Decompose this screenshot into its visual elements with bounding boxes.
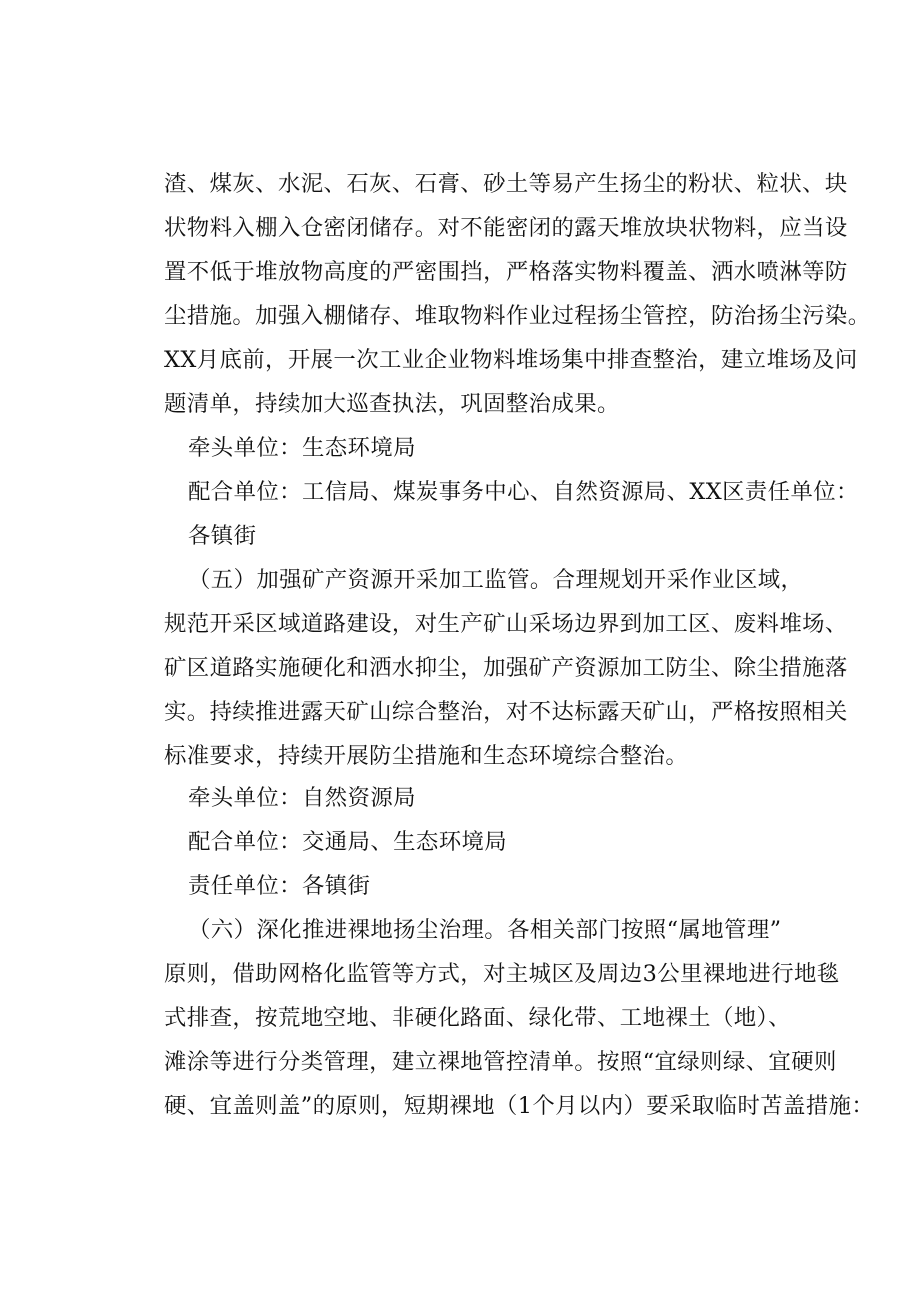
text-line: 式排查，按荒地空地、非硬化路面、绿化带、工地裸土（地）、 xyxy=(164,1005,791,1031)
text-line: 题清单，持续加大巡查执法，巩固整治成果。 xyxy=(164,391,620,417)
text-line: 标准要求，持续开展防尘措施和生态环境综合整治。 xyxy=(164,743,689,769)
text-line: 状物料入棚入仓密闭储存。对不能密闭的露天堆放块状物料，应当设 xyxy=(164,215,848,241)
section-heading-6: （六）深化推进裸地扬尘治理。各相关部门按照“属地管理” xyxy=(188,917,782,943)
text-line: 实。持续推进露天矿山综合整治，对不达标露天矿山，严格按照相关 xyxy=(164,699,848,725)
text-line: 尘措施。加强入棚储存、堆取物料作业过程扬尘管控，防治扬尘污染。 xyxy=(164,303,871,329)
section-heading-5: （五）加强矿产资源开采加工监管。合理规划开采作业区域， xyxy=(188,567,804,593)
text-line: 置不低于堆放物高度的严密围挡，严格落实物料覆盖、洒水喷淋等防 xyxy=(164,259,848,285)
resp-unit-line: 责任单位：各镇街 xyxy=(188,873,371,899)
coop-unit-line: 配合单位：交通局、生态环境局 xyxy=(188,829,508,855)
coop-unit-line: 配合单位：工信局、煤炭事务中心、自然资源局、XX区责任单位： xyxy=(188,479,859,505)
text-line: 滩涂等进行分类管理，建立裸地管控清单。按照“宜绿则绿、宜硬则 xyxy=(164,1049,837,1075)
text-line: 规范开采区域道路建设，对生产矿山采场边界到加工区、废料堆场、 xyxy=(164,611,848,637)
text-line: 矿区道路实施硬化和洒水抑尘，加强矿产资源加工防尘、除尘措施落 xyxy=(164,655,848,681)
lead-unit-line: 牵头单位：生态环境局 xyxy=(188,435,416,461)
coop-unit-line-cont: 各镇街 xyxy=(188,523,257,549)
text-line: 原则，借助网格化监管等方式，对主城区及周边3公里裸地进行地毯 xyxy=(164,961,840,987)
lead-unit-line: 牵头单位：自然资源局 xyxy=(188,785,416,811)
text-line: 硬、宜盖则盖”的原则，短期裸地（1个月以内）要采取临时苫盖措施： xyxy=(164,1093,875,1119)
text-line: XX月底前，开展一次工业企业物料堆场集中排查整治，建立堆场及问 xyxy=(164,347,858,373)
text-line: 渣、煤灰、水泥、石灰、石膏、砂土等易产生扬尘的粉状、粒状、块 xyxy=(164,171,848,197)
